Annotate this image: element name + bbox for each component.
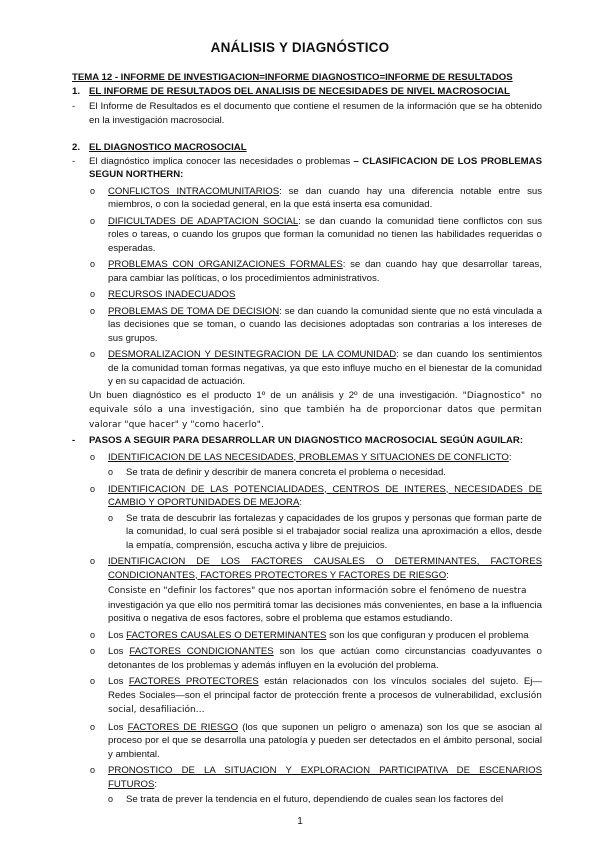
classification-term: PROBLEMAS CON ORGANIZACIONES FORMALES: [108, 259, 343, 270]
paso-suffix: :: [299, 497, 303, 508]
intro-colon: :: [180, 169, 184, 180]
factor-item: [72, 675, 542, 718]
classification-desc: : se dan cuando los sentimientos de la comunidad toman formas negativas, ya que esto influye mucho en el bienestar de la comunidad y en su capacidad de actuación.: [108, 349, 542, 387]
bullet-marker: o: [90, 646, 96, 656]
summary-text: Un buen diagnóstico es el producto 1º de un análisis y 2º de una investigación.: [89, 389, 463, 401]
factor-item: [72, 645, 542, 672]
classification-term: RECURSOS INADECUADOS: [108, 289, 236, 300]
classification-item: [72, 185, 542, 212]
section-1-paragraph: [72, 100, 542, 127]
paso-suffix: :: [446, 569, 449, 581]
classification-item: [72, 348, 542, 389]
section-1-title: EL INFORME DE RESULTADOS DEL ANALISIS DE NECESIDADES DE NIVEL MACROSOCIAL: [89, 85, 510, 97]
bullet-marker: o: [108, 794, 114, 804]
intro-bold: – CLASIFICACION DE LOS PROBLEMAS SEGUN NORTHERN: [89, 155, 542, 180]
paso-subitem-text: Se trata de definir y describir de manera concreta el problema o necesidad.: [126, 467, 446, 478]
bullet-marker: o: [90, 451, 96, 462]
classification-desc: : se dan cuando la comunidad tiene conflictos con sus roles o tareas, o cuando los grupos que forman la comunidad no tienen las habilidades requeridas o esperadas.: [108, 215, 542, 254]
factor-post: (los que suponen un peligro o amenaza) son los que se asocian al proceso por el que se desarrolla una patología y pueden ser detectados en el ámbito personal, social y ambiental.: [108, 721, 542, 760]
page-title: ANÁLISIS Y DIAGNÓSTICO: [210, 40, 390, 55]
classification-term: DIFICULTADES DE ADAPTACION SOCIAL: [108, 215, 299, 227]
bullet-marker: o: [90, 349, 96, 359]
factor-term: FACTORES PROTECTORES: [128, 676, 259, 687]
paso-subitem-text: Se trata de descubrir las fortalezas y capacidades de los grupos y personas que forman parte de la comunidad, lo cual será posible si el trabajador social realiza una aproximación a ellos, desde la empatía, comprensión, escucha activa y libre de prejuicios.: [126, 512, 542, 551]
paso-subitem-text: Se trata de prever la tendencia en el futuro, dependiendo de cuales sean los factores del: [126, 794, 504, 805]
section-1-heading: [72, 85, 542, 99]
tema-heading: TEMA 12 - INFORME DE INVESTIGACION=INFORME DIAGNOSTICO=INFORME DE RESULTADOS: [72, 72, 513, 83]
classification-term: DESMORALIZACION Y DESINTEGRACION DE LA COMUNIDAD: [108, 349, 397, 360]
section-1-text: El Informe de Resultados es el documento que contiene el resumen de la información que se ha obtenido en la investigación macrosocial.: [89, 101, 542, 126]
section-1-number: 1.: [72, 85, 81, 97]
bullet-marker: o: [90, 765, 96, 775]
bullet-marker: o: [108, 512, 114, 523]
paso-subitem: [72, 793, 542, 807]
section-2-number: 2.: [72, 142, 81, 153]
classification-item: [72, 288, 542, 302]
summary-paragraph: [72, 389, 542, 433]
dash-marker: -: [72, 435, 76, 446]
section-2-title: EL DIAGNOSTICO MACROSOCIAL: [89, 142, 247, 153]
dash-marker: -: [72, 155, 76, 167]
paso-item: [72, 451, 542, 465]
intro-text: El diagnóstico implica conocer las necesidades o problemas: [89, 155, 354, 167]
classification-term: CONFLICTOS INTRACOMUNITARIOS: [108, 185, 280, 197]
pasos-title: PASOS A SEGUIR PARA DESARROLLAR UN DIAGNOSTICO MACROSOCIAL SEGÚN AGUILAR:: [89, 435, 524, 446]
factor-item: [72, 629, 542, 643]
paso-item: [72, 483, 542, 510]
bullet-marker: o: [90, 259, 96, 269]
paso-subitem: [72, 512, 542, 553]
classification-desc: : se dan cuando hay una diferencia notable entre sus miembros, o con la sociedad general, en la que está inserta esa comunidad.: [108, 185, 542, 210]
bullet-marker: o: [90, 289, 96, 299]
factors-intro-rest: investigación ya que ello nos permitirá tomar las decisiones más convenientes, en base a la influencia positiva o negativa de esos factores, sobre el problema que estamos estudiando.: [108, 599, 542, 624]
classification-desc: : se dan cuando hay que desarrollar tareas, para cambiar las políticas, o los procedimientos administrativos.: [108, 259, 542, 284]
paso-subitem: [72, 466, 542, 480]
bullet-marker: o: [90, 305, 96, 316]
pasos-list: [72, 451, 542, 807]
factor-item: [72, 721, 542, 762]
classification-list: [72, 185, 542, 389]
paso-item: [72, 764, 542, 791]
paso-label: PRONOSTICO DE LA SITUACION Y EXPLORACION PARTICIPATIVA DE ESCENARIOS FUTUROS: [108, 765, 542, 790]
factor-term: FACTORES DE RIESGO: [127, 721, 239, 733]
paso-label: IDENTIFICACION DE LAS NECESIDADES, PROBLEMAS Y SITUACIONES DE CONFLICTO: [108, 451, 509, 463]
factor-term: FACTORES CAUSALES O DETERMINANTES: [126, 629, 327, 641]
factor-pre: Los: [108, 676, 129, 687]
bullet-marker: o: [108, 467, 114, 477]
bullet-marker: o: [90, 676, 96, 686]
bullet-marker: o: [90, 721, 96, 732]
paso-label: IDENTIFICACION DE LOS FACTORES CAUSALES O DETERMINANTES, FACTORES CONDICIONANTES, FACTORES PROTECTORES Y FACTORES DE RIESGO: [108, 556, 542, 581]
classification-term: PROBLEMAS DE TOMA DE DECISION: [108, 305, 280, 317]
pasos-heading: [72, 434, 542, 448]
section-2-heading: [72, 141, 542, 155]
classification-desc: : se dan cuando la comunidad siente que no está vinculada a las decisiones que se toman, o cuando las decisiones adoptadas son contrarias a los intereses de sus grupos.: [108, 305, 542, 344]
classification-item: [72, 215, 542, 256]
bullet-marker: o: [90, 483, 96, 494]
page-number: 1: [297, 816, 303, 827]
paso-item: [72, 555, 542, 582]
paso-suffix: :: [508, 451, 512, 463]
factor-post: están relacionados con los vínculos sociales del sujeto. Ej— Redes Sociales—son el principal factor de protección frente a procesos de vulnerabilidad,: [108, 676, 542, 701]
factor-pre: Los: [108, 721, 128, 733]
summary-bold: "Diagnostico" no equivale sólo a una investigación, sino que también ha de proporcionar datos que permitan valorar "que hacer" y "como hacerlo": [89, 390, 542, 430]
bullet-marker: o: [90, 185, 96, 196]
bullet-marker: o: [90, 629, 96, 640]
factor-pre: Los: [108, 646, 130, 657]
section-2-intro: [72, 155, 542, 182]
paso-suffix: :: [154, 778, 158, 790]
classification-item: [72, 258, 542, 285]
factor-pre: Los: [108, 629, 127, 641]
dash-marker: -: [72, 101, 76, 112]
bullet-marker: o: [90, 215, 96, 226]
factors-intro-bold: Consiste en "definir los factores" que nos aportan información sobre el fenómeno de nuestra: [108, 586, 527, 596]
paso-label: IDENTIFICACION DE LAS POTENCIALIDADES, CENTROS DE INTERES, NECESIDADES DE CAMBIO Y OPORTUNIDADES DE MEJORA: [108, 483, 542, 508]
factor-post: son los que actúan como circunstancias coadyuvantes o detonantes de los problemas y además influyen en la evolución del problema.: [108, 646, 542, 671]
factor-post-bold: exclusión social, desafiliación…: [108, 690, 542, 715]
factor-term: FACTORES CONDICIONANTES: [129, 646, 274, 657]
summary-end: .: [261, 418, 264, 430]
bullet-marker: o: [90, 556, 96, 566]
document-body: [72, 71, 542, 807]
factors-intro: [72, 584, 542, 626]
factor-post: son los que configuran y producen el problema: [326, 629, 529, 641]
classification-item: [72, 305, 542, 346]
